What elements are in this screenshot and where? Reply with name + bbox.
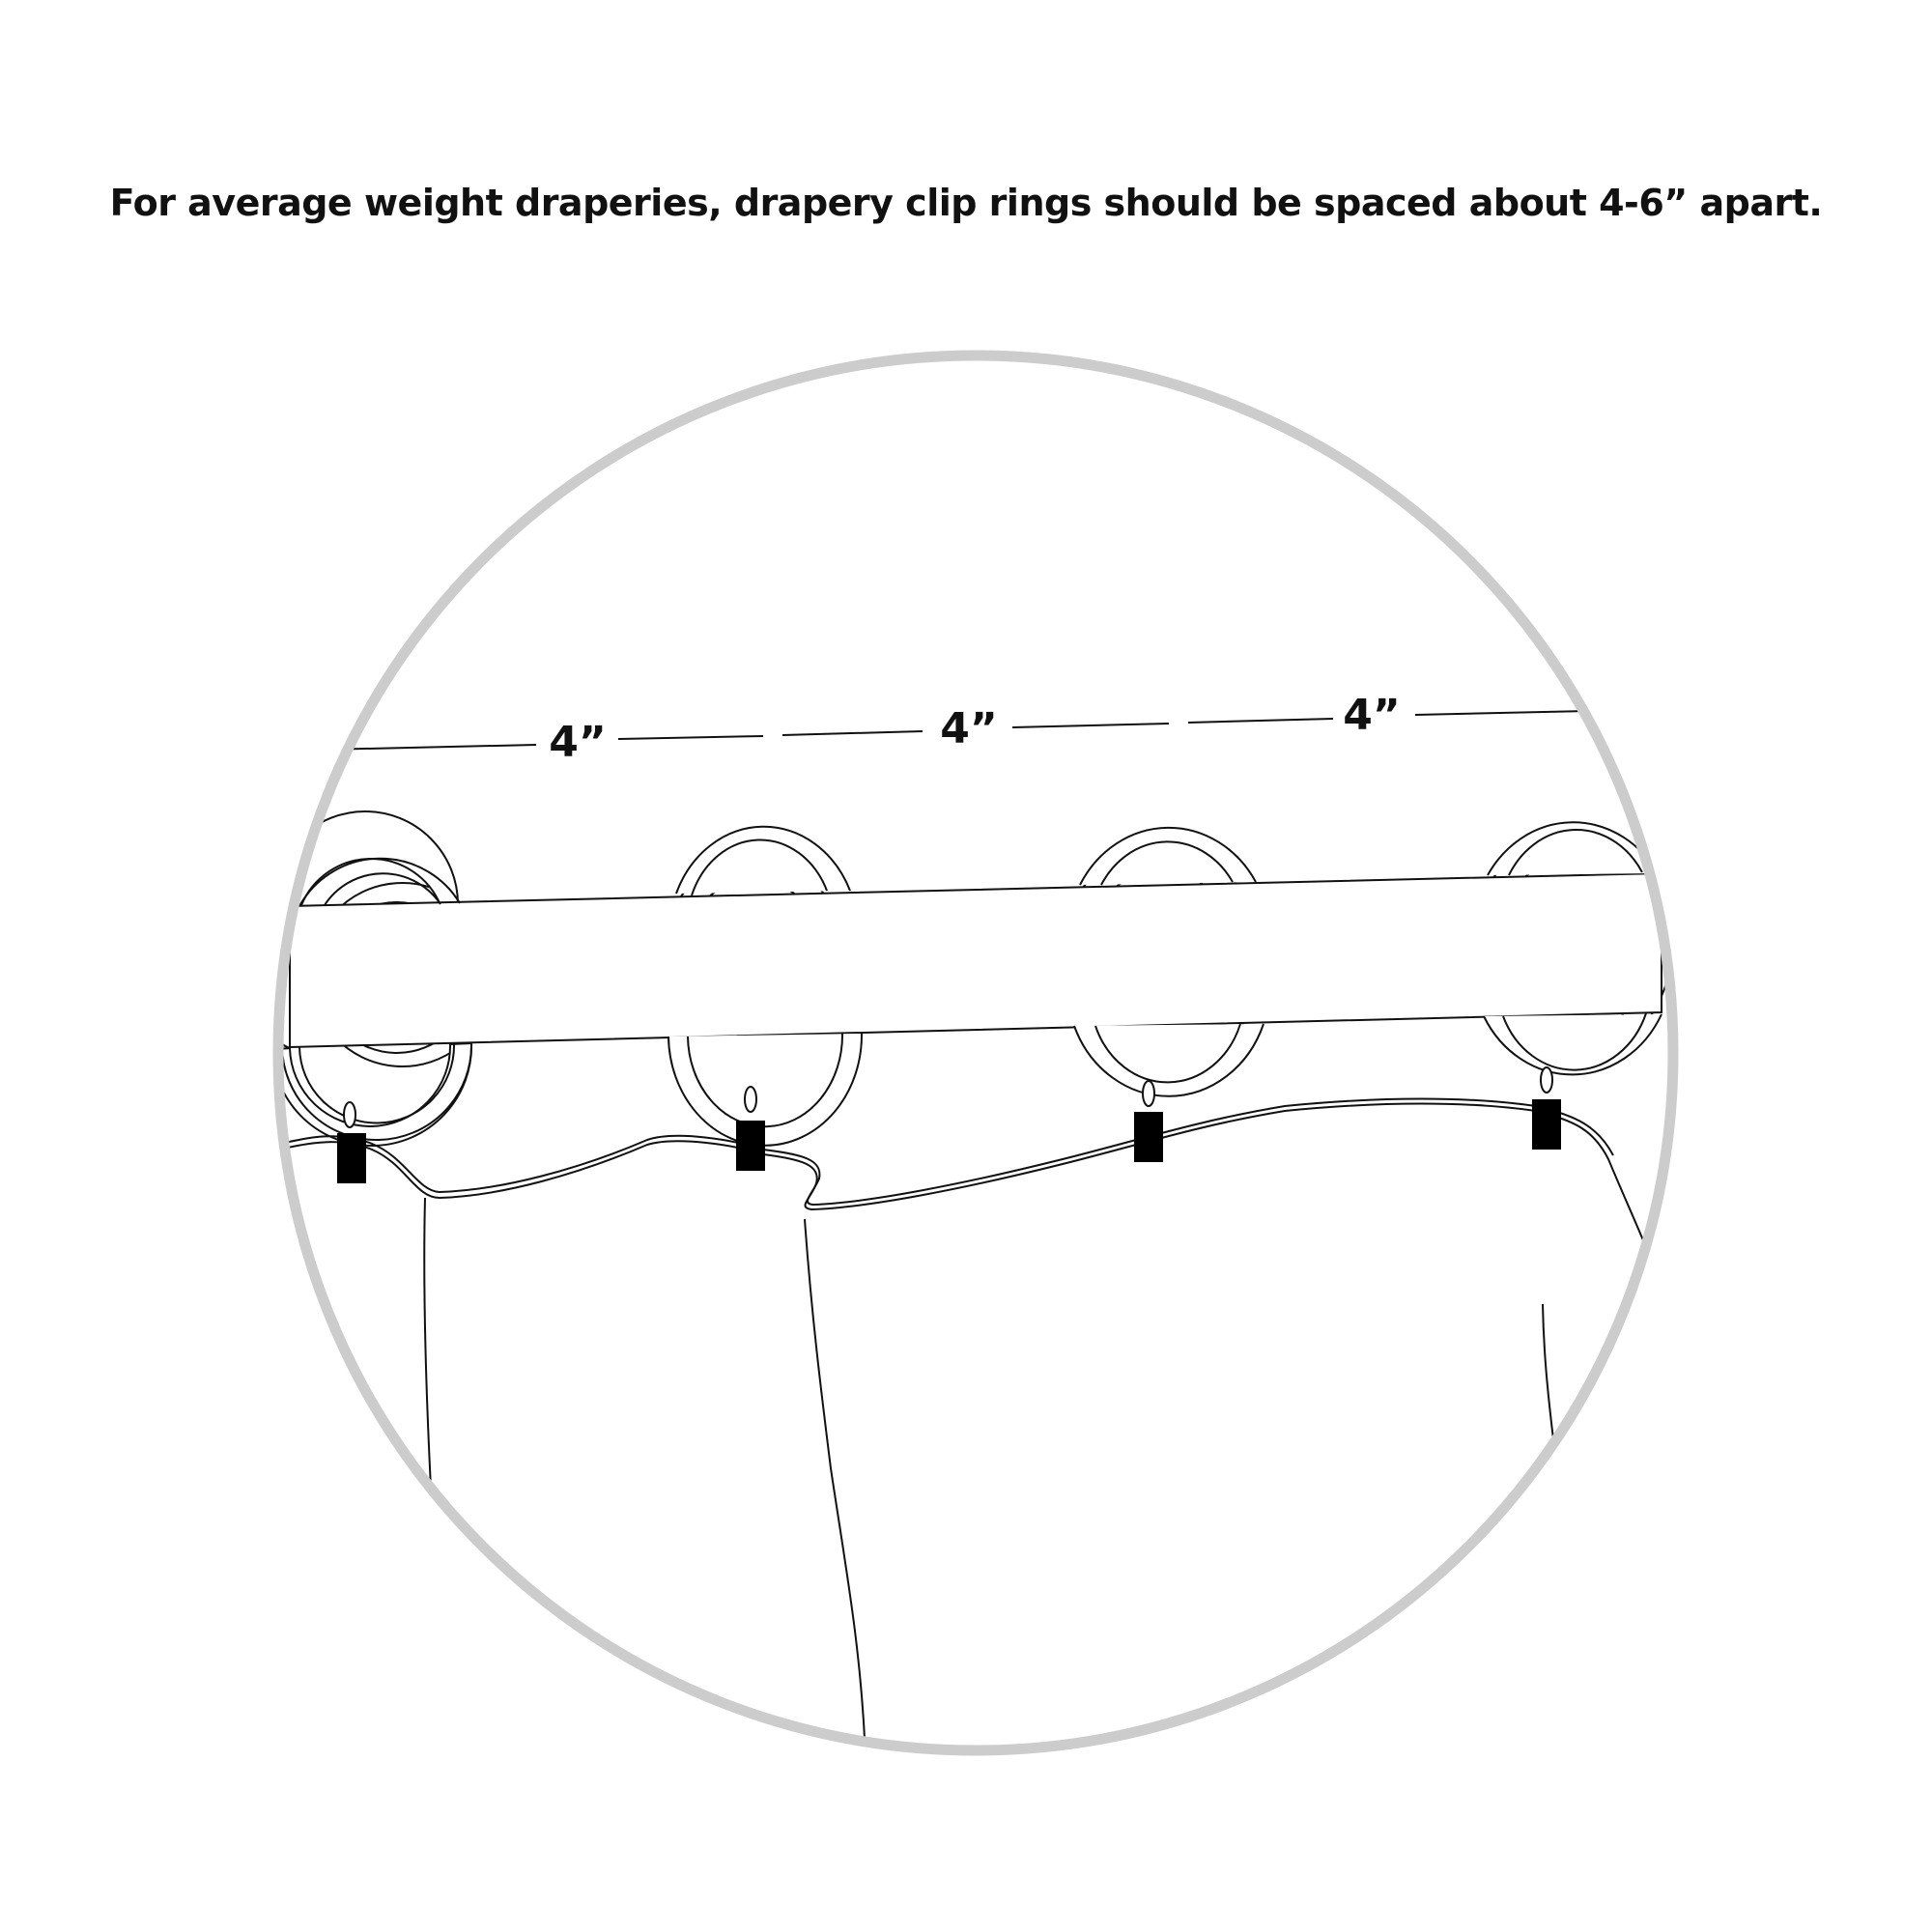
drapery-clip-3-icon [1134, 1112, 1163, 1162]
drapery-clip-2-icon [736, 1121, 765, 1171]
drapery-clip-4-icon [1532, 1099, 1561, 1150]
spacing-label-2: 4” [940, 704, 998, 753]
ring-eyelets [344, 1067, 1552, 1127]
drapery-clips [337, 1099, 1561, 1183]
curtain-rod-icon [290, 873, 1662, 1047]
circle-frame [278, 355, 1673, 1750]
spacing-label-3: 4” [1343, 691, 1401, 740]
drapery-clip-1-icon [337, 1133, 366, 1183]
drapery-panel-icon [251, 1099, 1671, 1740]
spacing-label-1: 4” [549, 718, 607, 767]
caption: For average weight draperies, drapery clip rings should be spaced about 4-6” apart. [109, 182, 1823, 224]
